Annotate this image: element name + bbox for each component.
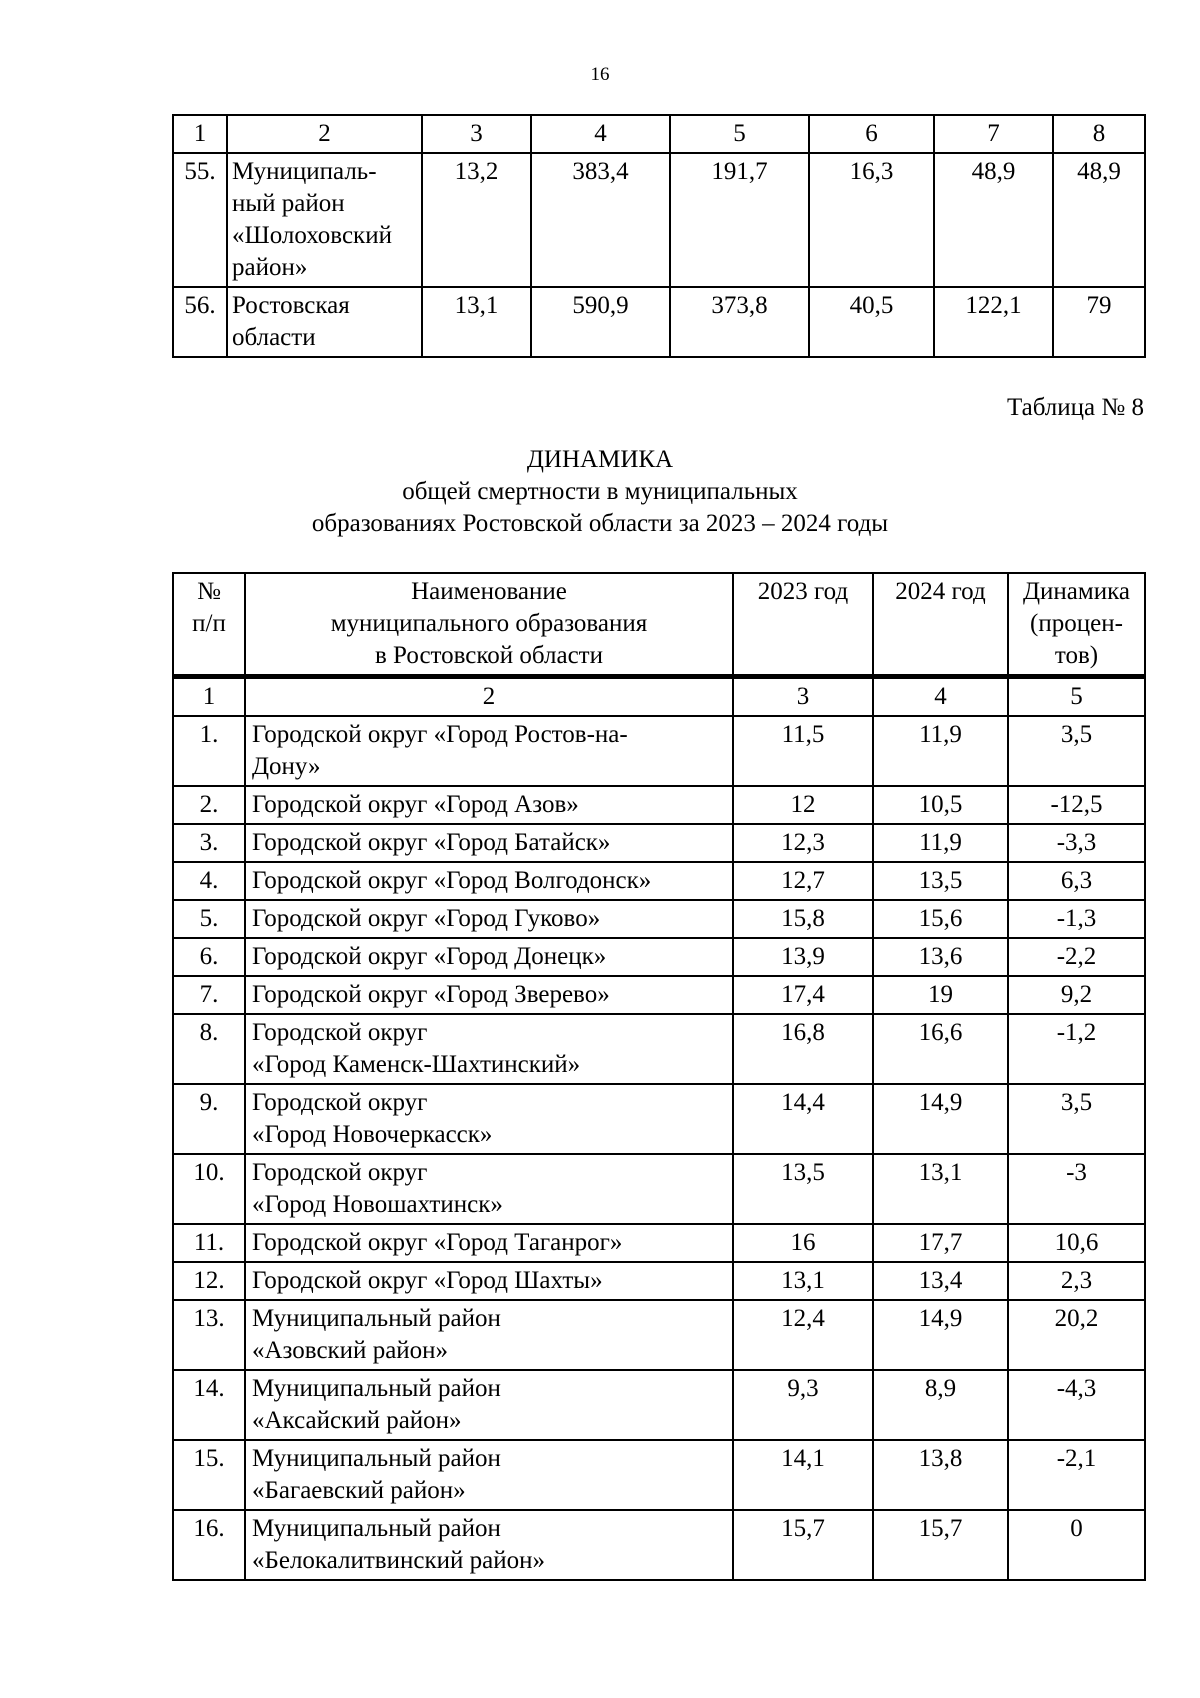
value-2023: 14,1 xyxy=(733,1440,873,1510)
row-value: 48,9 xyxy=(934,153,1053,287)
row-value: 122,1 xyxy=(934,287,1053,357)
row-name: Городской округ «Город Азов» xyxy=(245,786,733,824)
value-dynamics: 3,5 xyxy=(1008,1084,1145,1154)
table-row xyxy=(173,287,1145,357)
row-value: 40,5 xyxy=(809,287,934,357)
table-row xyxy=(173,1154,1145,1224)
value-dynamics: -3 xyxy=(1008,1154,1145,1224)
value-2023: 16 xyxy=(733,1224,873,1262)
header-2024: 2024 год xyxy=(873,573,1008,677)
table-row xyxy=(173,938,1145,976)
row-number: 12. xyxy=(173,1262,245,1300)
value-2023: 11,5 xyxy=(733,716,873,786)
value-dynamics: 10,6 xyxy=(1008,1224,1145,1262)
row-name: Городской округ «Город Гуково» xyxy=(245,900,733,938)
row-name: Городской округ «Город Новочеркасск» xyxy=(245,1084,733,1154)
header-dynamics: Динамика (процен- тов) xyxy=(1008,573,1145,677)
title-line-3: образованиях Ростовской области за 2023 – 2024 годы xyxy=(311,510,889,537)
value-2024: 16,6 xyxy=(873,1014,1008,1084)
value-2024: 13,5 xyxy=(873,862,1008,900)
header-name: Наименование муниципального образования в Ростовской области xyxy=(245,573,733,677)
col-number: 3 xyxy=(422,115,531,153)
row-name: Городской округ «Город Таганрог» xyxy=(245,1224,733,1262)
row-name: Муниципальный район «Багаевский район» xyxy=(245,1440,733,1510)
row-name: Муниципальный район «Азовский район» xyxy=(245,1300,733,1370)
value-dynamics: -1,2 xyxy=(1008,1014,1145,1084)
value-2023: 12,4 xyxy=(733,1300,873,1370)
value-dynamics: 3,5 xyxy=(1008,716,1145,786)
row-number: 9. xyxy=(173,1084,245,1154)
continued-header-row xyxy=(173,115,1145,153)
row-number: 2. xyxy=(173,786,245,824)
row-number: 8. xyxy=(173,1014,245,1084)
table-header-row xyxy=(173,573,1145,677)
value-2024: 11,9 xyxy=(873,824,1008,862)
value-2024: 13,4 xyxy=(873,1262,1008,1300)
col-number: 2 xyxy=(245,677,733,717)
value-2024: 13,6 xyxy=(873,938,1008,976)
table-row xyxy=(173,1510,1145,1580)
value-dynamics: 20,2 xyxy=(1008,1300,1145,1370)
row-number: 4. xyxy=(173,862,245,900)
value-2024: 14,9 xyxy=(873,1084,1008,1154)
value-2023: 12 xyxy=(733,786,873,824)
value-dynamics: 9,2 xyxy=(1008,976,1145,1014)
row-name: Городской округ «Город Волгодонск» xyxy=(245,862,733,900)
row-value: 13,1 xyxy=(422,287,531,357)
table-row xyxy=(173,1224,1145,1262)
value-2023: 13,5 xyxy=(733,1154,873,1224)
page-number: 16 xyxy=(590,64,610,85)
col-number: 1 xyxy=(173,677,245,717)
row-number: 6. xyxy=(173,938,245,976)
value-2023: 13,9 xyxy=(733,938,873,976)
column-numbers-row xyxy=(173,677,1145,717)
row-number: 56. xyxy=(173,287,227,357)
table-row xyxy=(173,786,1145,824)
row-value: 13,2 xyxy=(422,153,531,287)
value-2023: 15,8 xyxy=(733,900,873,938)
continued-table xyxy=(172,114,1146,358)
col-number: 3 xyxy=(733,677,873,717)
value-2023: 12,3 xyxy=(733,824,873,862)
row-number: 1. xyxy=(173,716,245,786)
table-row xyxy=(173,716,1145,786)
row-name: Городской округ «Город Зверево» xyxy=(245,976,733,1014)
table-row xyxy=(173,976,1145,1014)
value-2024: 13,1 xyxy=(873,1154,1008,1224)
row-number: 55. xyxy=(173,153,227,287)
value-2024: 17,7 xyxy=(873,1224,1008,1262)
value-dynamics: -3,3 xyxy=(1008,824,1145,862)
value-dynamics: 2,3 xyxy=(1008,1262,1145,1300)
row-name: Муниципаль- ный район «Шолоховский район» xyxy=(227,153,422,287)
row-number: 5. xyxy=(173,900,245,938)
table-title xyxy=(0,444,1200,540)
row-number: 11. xyxy=(173,1224,245,1262)
col-number: 5 xyxy=(670,115,809,153)
row-name: Муниципальный район «Аксайский район» xyxy=(245,1370,733,1440)
table-row xyxy=(173,1300,1145,1370)
header-2023: 2023 год xyxy=(733,573,873,677)
row-name: Городской округ «Город Батайск» xyxy=(245,824,733,862)
header-num: № п/п xyxy=(173,573,245,677)
table-row xyxy=(173,1014,1145,1084)
table-row xyxy=(173,1084,1145,1154)
row-name: Муниципальный район «Белокалитвинский район» xyxy=(245,1510,733,1580)
value-2023: 9,3 xyxy=(733,1370,873,1440)
value-2023: 17,4 xyxy=(733,976,873,1014)
row-value: 590,9 xyxy=(531,287,670,357)
table-row xyxy=(173,862,1145,900)
value-2023: 12,7 xyxy=(733,862,873,900)
table-label: Таблица № 8 xyxy=(1006,394,1144,421)
row-name: Городской округ «Город Ростов-на- Дону» xyxy=(245,716,733,786)
table-row xyxy=(173,153,1145,287)
value-2024: 14,9 xyxy=(873,1300,1008,1370)
row-value: 79 xyxy=(1053,287,1145,357)
value-2024: 15,7 xyxy=(873,1510,1008,1580)
col-number: 8 xyxy=(1053,115,1145,153)
value-2024: 13,8 xyxy=(873,1440,1008,1510)
value-2024: 19 xyxy=(873,976,1008,1014)
row-name: Городской округ «Город Новошахтинск» xyxy=(245,1154,733,1224)
col-number: 1 xyxy=(173,115,227,153)
table-row xyxy=(173,1440,1145,1510)
value-dynamics: 6,3 xyxy=(1008,862,1145,900)
col-number: 6 xyxy=(809,115,934,153)
col-number: 2 xyxy=(227,115,422,153)
row-number: 10. xyxy=(173,1154,245,1224)
row-value: 383,4 xyxy=(531,153,670,287)
value-2023: 14,4 xyxy=(733,1084,873,1154)
row-number: 15. xyxy=(173,1440,245,1510)
value-dynamics: -2,2 xyxy=(1008,938,1145,976)
value-2024: 11,9 xyxy=(873,716,1008,786)
row-name: Городской округ «Город Донецк» xyxy=(245,938,733,976)
value-2023: 16,8 xyxy=(733,1014,873,1084)
value-dynamics: -2,1 xyxy=(1008,1440,1145,1510)
col-number: 4 xyxy=(873,677,1008,717)
value-2023: 15,7 xyxy=(733,1510,873,1580)
row-value: 48,9 xyxy=(1053,153,1145,287)
value-2024: 8,9 xyxy=(873,1370,1008,1440)
table-row xyxy=(173,1370,1145,1440)
row-number: 14. xyxy=(173,1370,245,1440)
row-value: 16,3 xyxy=(809,153,934,287)
row-name: Городской округ «Город Шахты» xyxy=(245,1262,733,1300)
col-number: 5 xyxy=(1008,677,1145,717)
row-value: 191,7 xyxy=(670,153,809,287)
value-2024: 15,6 xyxy=(873,900,1008,938)
table-row xyxy=(173,900,1145,938)
row-number: 13. xyxy=(173,1300,245,1370)
table-row xyxy=(173,1262,1145,1300)
col-number: 4 xyxy=(531,115,670,153)
value-dynamics: -1,3 xyxy=(1008,900,1145,938)
value-2023: 13,1 xyxy=(733,1262,873,1300)
row-number: 7. xyxy=(173,976,245,1014)
table-row xyxy=(173,824,1145,862)
mortality-table xyxy=(172,572,1146,1581)
value-dynamics: -4,3 xyxy=(1008,1370,1145,1440)
row-value: 373,8 xyxy=(670,287,809,357)
row-number: 16. xyxy=(173,1510,245,1580)
title-line-1: ДИНАМИКА xyxy=(526,446,674,473)
row-name: Ростовская области xyxy=(227,287,422,357)
title-line-2: общей смертности в муниципальных xyxy=(402,478,798,505)
value-dynamics: -12,5 xyxy=(1008,786,1145,824)
value-2024: 10,5 xyxy=(873,786,1008,824)
row-name: Городской округ «Город Каменск-Шахтинский» xyxy=(245,1014,733,1084)
value-dynamics: 0 xyxy=(1008,1510,1145,1580)
row-number: 3. xyxy=(173,824,245,862)
col-number: 7 xyxy=(934,115,1053,153)
